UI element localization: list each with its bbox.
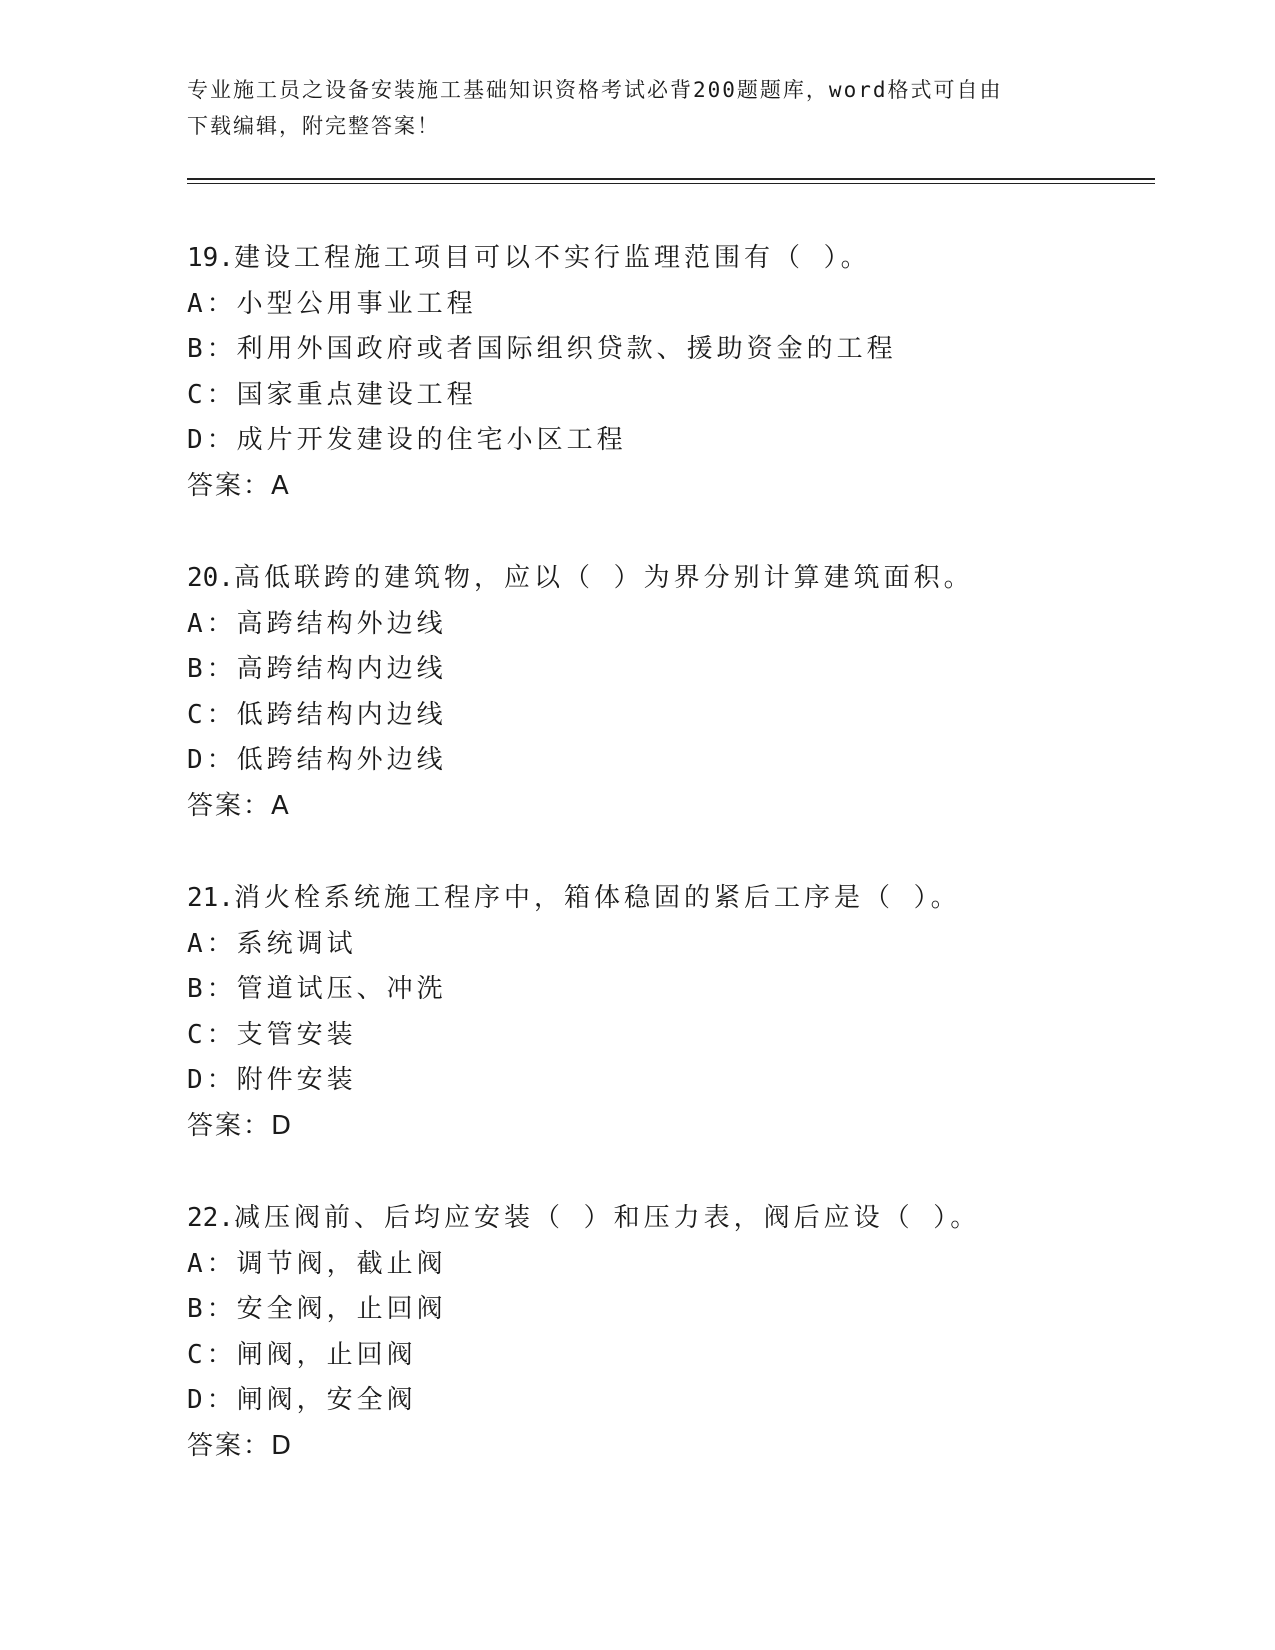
question-19 <box>187 236 1147 556</box>
question-stem <box>187 236 1147 282</box>
question-21 <box>187 876 1147 1196</box>
answer: 答案：D <box>187 1430 294 1461</box>
option-a: A：高跨结构外边线 <box>187 608 447 639</box>
question-text: 减压阀前、后均应安装（ ）和压力表，阀后应设（ ）。 <box>233 1203 981 1233</box>
question-stem <box>187 876 1147 922</box>
option-c: C：国家重点建设工程 <box>187 379 477 410</box>
question-text: 消火栓系统施工程序中，箱体稳固的紧后工序是（ ）。 <box>233 883 961 913</box>
header-divider-thin <box>187 183 1155 184</box>
question-text: 高低联跨的建筑物，应以（ ）为界分别计算建筑面积。 <box>233 563 974 593</box>
question-stem <box>187 1196 1147 1242</box>
option-c: C：低跨结构内边线 <box>187 699 447 730</box>
question-list <box>187 236 1147 1516</box>
option-d: D：成片开发建设的住宅小区工程 <box>187 425 627 455</box>
question-stem <box>187 556 1147 602</box>
option-b: B：管道试压、冲洗 <box>187 974 447 1004</box>
option-b: B：高跨结构内边线 <box>187 654 447 684</box>
header-line-1: 专业施工员之设备安装施工基础知识资格考试必背200题题库，word格式可自由 <box>187 78 1003 102</box>
option-c: C：闸阀，止回阀 <box>187 1339 417 1370</box>
option-d: D：闸阀，安全阀 <box>187 1385 417 1415</box>
option-a: A：小型公用事业工程 <box>187 288 477 319</box>
answer: 答案：A <box>187 790 291 821</box>
answer: 答案：A <box>187 470 291 501</box>
question-number: 19. <box>187 243 234 273</box>
header-divider-thick <box>187 178 1155 180</box>
header-line-2: 下载编辑，附完整答案！ <box>187 114 440 138</box>
option-d: D：低跨结构外边线 <box>187 745 447 775</box>
document-header <box>187 72 1067 144</box>
option-a: A：系统调试 <box>187 928 357 959</box>
option-b: B：安全阀，止回阀 <box>187 1294 447 1324</box>
question-number: 21. <box>187 883 234 913</box>
option-d: D：附件安装 <box>187 1065 357 1095</box>
answer: 答案：D <box>187 1110 294 1141</box>
question-number: 20. <box>187 563 234 593</box>
option-b: B：利用外国政府或者国际组织贷款、援助资金的工程 <box>187 334 897 364</box>
option-a: A：调节阀，截止阀 <box>187 1248 447 1279</box>
question-text: 建设工程施工项目可以不实行监理范围有（ ）。 <box>233 243 871 273</box>
question-22 <box>187 1196 1147 1516</box>
question-20 <box>187 556 1147 876</box>
option-c: C：支管安装 <box>187 1019 357 1050</box>
question-number: 22. <box>187 1203 234 1233</box>
